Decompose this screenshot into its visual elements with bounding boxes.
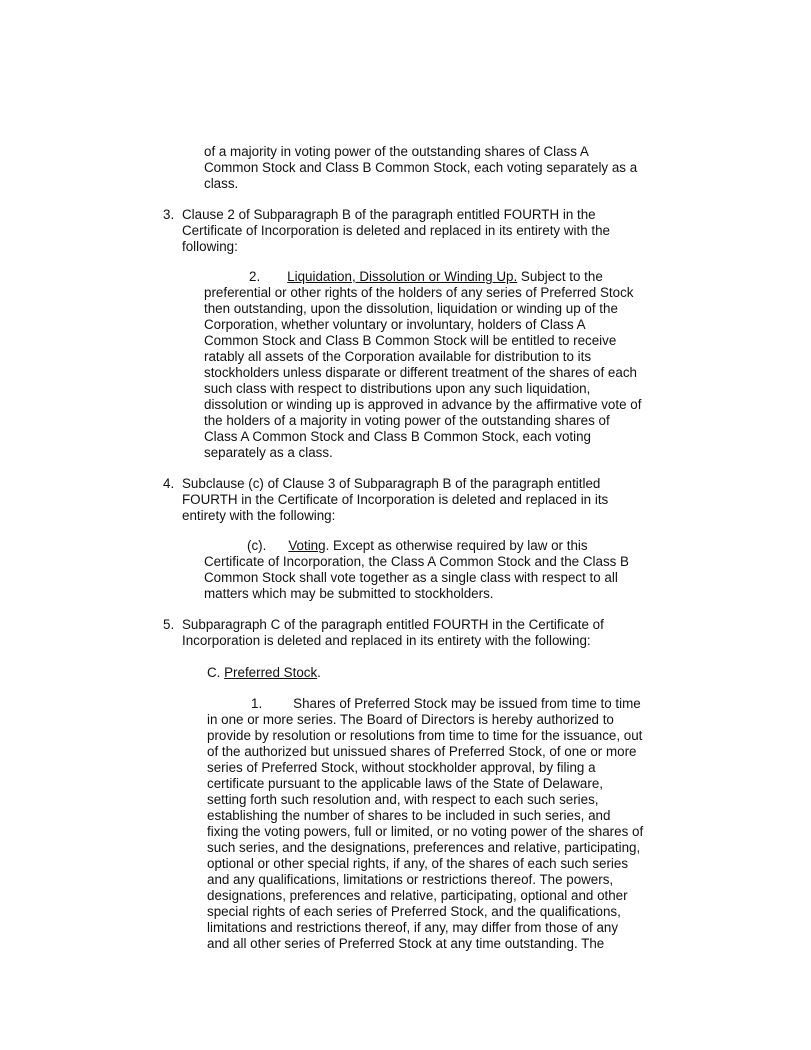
text-line: such class with respect to distributions upon any such liquidation, — [204, 381, 591, 396]
text-line: FOURTH in the Certificate of Incorporation is deleted and replaced in its — [182, 492, 609, 507]
text-line: Common Stock and Class B Common Stock will be entitled to receive — [204, 333, 617, 348]
clause-number: 1. — [251, 696, 263, 711]
text-line: matters which may be submitted to stockholders. — [204, 586, 494, 601]
item-4-number: 4. — [163, 476, 175, 491]
text-line: Subparagraph C of the paragraph entitled FOURTH in the Certificate of — [182, 617, 604, 632]
subheading-suffix: . — [317, 665, 321, 680]
clause-first-line — [204, 269, 641, 285]
text-line: setting forth such resolution and, with respect to each such series, — [207, 792, 599, 807]
text-line: and any qualifications, limitations or restrictions thereof. The powers, — [207, 872, 614, 887]
text-line: such series, and the designations, preferences and relative, participating, — [207, 840, 641, 855]
text-line: the holders of a majority in voting power of the outstanding shares of — [204, 413, 610, 428]
clause-first-line-rest: Subject to the — [517, 269, 603, 284]
item-4-clause-c — [204, 538, 629, 602]
text-line: Class A Common Stock and Class B Common Stock, each voting — [204, 429, 592, 444]
text-line: ratably all assets of the Corporation available for distribution to its — [204, 349, 592, 364]
item-5-paragraph — [182, 617, 604, 649]
text-line: Incorporation is deleted and replaced in its entirety with the following: — [182, 633, 591, 648]
clause-first-line — [204, 538, 629, 554]
text-line: establishing the number of shares to be included in such series, and — [207, 808, 611, 823]
text-line: designations, preferences and relative, participating, optional and other — [207, 888, 628, 903]
text-line: optional or other special rights, if any, of the shares of each such series — [207, 856, 629, 871]
text-line: Clause 2 of Subparagraph B of the paragraph entitled FOURTH in the — [182, 207, 596, 222]
text-line: of a majority in voting power of the outstanding shares of Class A — [204, 144, 589, 159]
text-line: in one or more series. The Board of Directors is hereby authorized to — [207, 712, 614, 727]
text-line: limitations and restrictions thereof, if any, may differ from those of any — [207, 920, 619, 935]
text-line: Certificate of Incorporation, the Class A Common Stock and the Class B — [204, 554, 629, 569]
text-line: provide by resolution or resolutions from time to time for the issuance, out — [207, 728, 643, 743]
text-line: special rights of each series of Preferred Stock, and the qualifications, — [207, 904, 621, 919]
clause-heading: Liquidation, Dissolution or Winding Up. — [287, 269, 518, 284]
item-3-number: 3. — [163, 207, 175, 222]
text-line: class. — [204, 176, 239, 191]
text-line: Certificate of Incorporation is deleted and replaced in its entirety with the — [182, 223, 610, 238]
subheading-line — [207, 665, 321, 681]
text-line: preferential or other rights of the holders of any series of Preferred Stock — [204, 285, 634, 300]
clause-first-line-rest: Shares of Preferred Stock may be issued from time to time — [293, 696, 641, 711]
item-4-paragraph — [182, 476, 608, 524]
clause-heading: Voting — [288, 538, 326, 553]
text-line: fixing the voting powers, full or limited, or no voting power of the shares of — [207, 824, 644, 839]
clause-first-line — [207, 696, 643, 712]
intro-paragraph — [204, 144, 637, 192]
subheading-title: Preferred Stock — [224, 665, 318, 680]
clause-first-line-rest: . Except as otherwise required by law or this — [325, 538, 588, 553]
clause-number: 2. — [249, 269, 261, 284]
text-line: stockholders unless disparate or different treatment of the shares of each — [204, 365, 637, 380]
text-line: following: — [182, 239, 238, 254]
text-line: and all other series of Preferred Stock at any time outstanding. The — [207, 936, 605, 951]
text-line: Common Stock and Class B Common Stock, each voting separately as a — [204, 160, 638, 175]
clause-number: (c). — [247, 538, 267, 553]
text-line: entirety with the following: — [182, 508, 336, 523]
text-line: certificate pursuant to the applicable laws of the State of Delaware, — [207, 776, 603, 791]
text-line: Common Stock shall vote together as a single class with respect to all — [204, 570, 618, 585]
text-line: Corporation, whether voluntary or involuntary, holders of Class A — [204, 317, 586, 332]
text-line: then outstanding, upon the dissolution, liquidation or winding up of the — [204, 301, 618, 316]
text-line: separately as a class. — [204, 445, 333, 460]
item-3-paragraph — [182, 207, 610, 255]
item-5-subheading — [207, 665, 321, 681]
text-line: dissolution or winding up is approved in advance by the affirmative vote of — [204, 397, 642, 412]
item-5-clause-1 — [207, 696, 643, 952]
subheading-prefix: C. — [207, 665, 225, 680]
text-line: of the authorized but unissued shares of Preferred Stock, of one or more — [207, 744, 637, 759]
text-line: series of Preferred Stock, without stockholder approval, by filing a — [207, 760, 596, 775]
text-line: Subclause (c) of Clause 3 of Subparagraph B of the paragraph entitled — [182, 476, 601, 491]
item-5-number: 5. — [163, 617, 175, 632]
item-3-clause-2 — [204, 269, 641, 461]
